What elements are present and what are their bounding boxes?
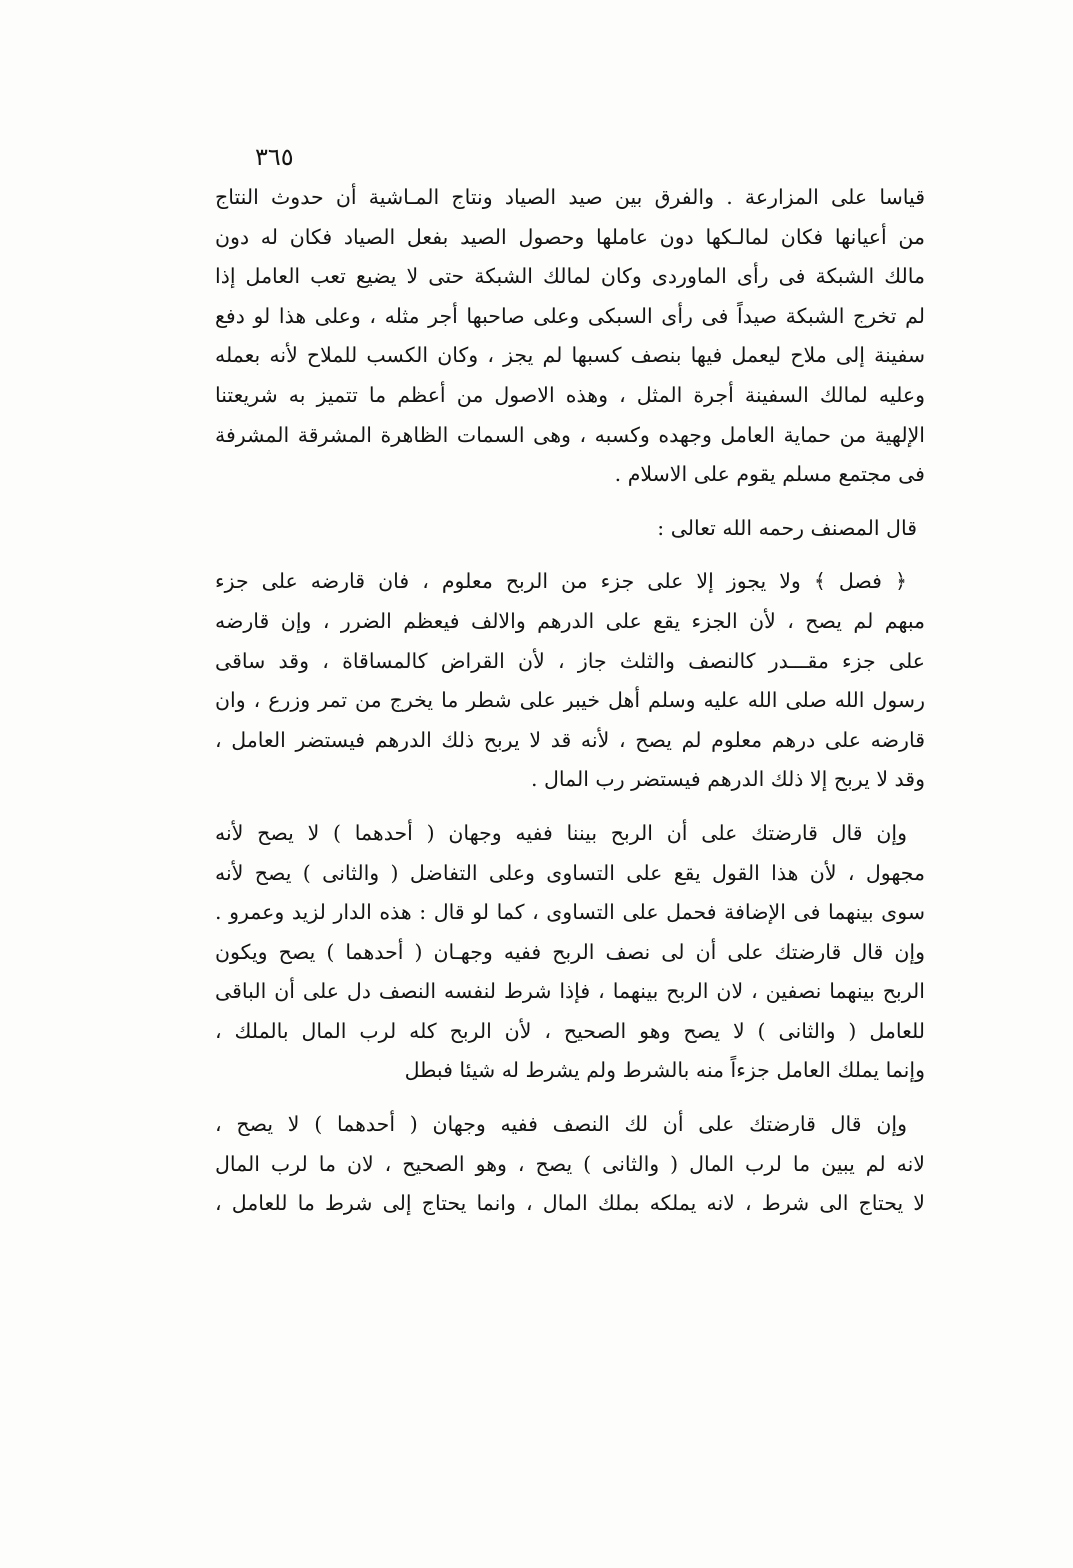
text-line: رسول الله صلى الله عليه وسلم أهل خيبر على شطر ما يخرج من تمر وزرع ، وان	[215, 688, 925, 713]
text-line: وإن قال قارضتك على أن لى نصف الربح ففيه وجهـان ( أحدهما ) يصح ويكون	[215, 939, 925, 964]
text-line: ﴿ فصل ﴾ ولا يجوز إلا على جزء من الربح معلوم ، فان قارضه على جزء	[215, 569, 907, 594]
text-line: وعليه لمالك السفينة أجرة المثل ، وهذه الاصول من أعظم ما تتميز به شريعتنا	[215, 382, 925, 407]
text-line: مبهم لم يصح ، لأن الجزء يقع على الدرهم والالف فيعظم الضرر ، وإن قارضه	[215, 608, 925, 633]
text-line: من أعيانها فكان لمالـكها دون عاملها وحصول الصيد بفعل الصياد فكان له دون	[215, 224, 925, 249]
paragraph-1	[215, 178, 925, 495]
text-line: لا يحتاج الى شرط ، لانه يملكه بملك المال ، وانما يحتاج إلى شرط ما للعامل ،	[215, 1191, 925, 1216]
main-text	[215, 178, 925, 1224]
paragraph-4	[215, 1105, 925, 1224]
text-line: فى مجتمع مسلم يقوم على الاسلام .	[614, 462, 925, 487]
paragraph-2	[215, 562, 925, 800]
text-line: وإن قال قارضتك على أن الربح بيننا ففيه وجهان ( أحدهما ) لا يصح لأنه	[215, 820, 907, 845]
section-heading: قال المصنف رحمه الله تعالى :	[657, 515, 917, 540]
text-line: سوى بينهما فى الإضافة فحمل على التساوى ، كما لو قال : هذه الدار لزيد وعمرو .	[215, 900, 925, 925]
text-line: لم تخرج الشبكة صيداً فى رأى السبكى وعلى صاحبها أجر مثله ، وعلى هذا لو دفع	[215, 303, 925, 328]
text-line: مالك الشبكة فى رأى الماوردى وكان لمالك الشبكة حتى لا يضيع تعب العامل إذا	[215, 264, 925, 289]
text-line: وإنما يملك العامل جزءاً منه بالشرط ولم يشرط له شيئا فبطل	[404, 1058, 925, 1083]
text-line: وإن قال قارضتك على أن لك النصف ففيه وجهان ( أحدهما ) لا يصح ،	[215, 1112, 907, 1137]
text-line: سفينة إلى ملاح ليعمل فيها بنصف كسبها لم يجز ، وكان الكسب للملاح لأنه بعمله	[215, 343, 925, 368]
text-line: على جزء مقـــدر كالنصف والثلث جاز ، لأن القراض كالمساقاة ، وقد ساقى	[215, 648, 925, 673]
text-line: مجهول ، لأن هذا القول يقع على التساوى وعلى التفاضل ( والثانى ) يصح لأنه	[215, 860, 925, 885]
text-line: الإلهية من حماية العامل وجهده وكسبه ، وهى السمات الظاهرة المشرقة المشرفة	[215, 422, 925, 447]
text-line: الربح بينهما نصفين ، لان الربح بينهما ، فإذا شرط لنفسه النصف دل على أن الباقى	[215, 979, 925, 1004]
text-line: قياسا على المزارعة . والفرق بين صيد الصياد ونتاج المـاشية أن حدوث النتاج	[215, 185, 925, 209]
paragraph-3	[215, 814, 925, 1091]
text-line: وقد لا يربح إلا ذلك الدرهم فيستضر رب المال .	[530, 767, 925, 792]
text-line: لانه لم يبين ما لرب المال ( والثانى ) يصح ، وهو الصحيح ، لان ما لرب المال	[215, 1151, 925, 1176]
text-line: للعامل ( والثانى ) لا يصح وهو الصحيح ، لأن الربح كله لرب المال بالملك ،	[215, 1018, 925, 1043]
page-number: ٣٦٥	[255, 143, 294, 171]
text-line: قارضه على درهم معلوم لم يصح ، لأنه قد لا يربح ذلك الدرهم فيستضر العامل ،	[215, 727, 925, 752]
